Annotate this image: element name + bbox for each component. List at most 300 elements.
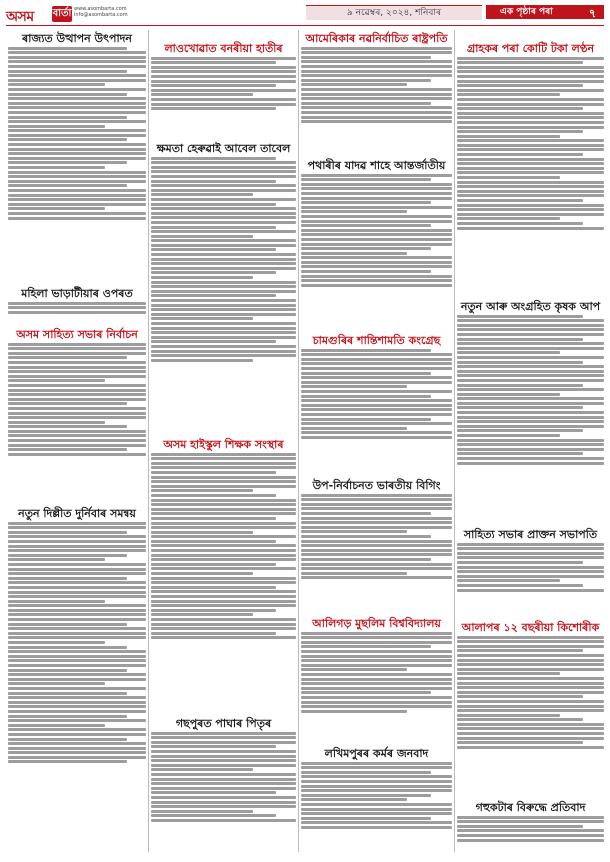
text-line [8,106,146,109]
article-body [8,45,146,281]
text-line [8,453,146,456]
text-line [457,208,604,211]
text-line [151,207,296,210]
text-line [151,471,276,474]
text-line [151,313,296,316]
text-line [301,111,452,114]
text-line [8,366,146,369]
text-line [301,93,452,96]
text-line [151,226,276,229]
masthead [6,4,604,26]
text-line [457,579,560,582]
text-line [457,552,604,555]
text-line [8,47,127,50]
text-line [151,308,296,311]
text-line [151,345,296,348]
text-line [8,577,127,580]
text-line [151,276,253,279]
text-line [301,517,452,520]
issue-date: ৯ নৱেম্বৰ, ২০২৪, শনিবাৰ [306,5,482,20]
text-line [457,668,604,671]
text-line [301,553,452,556]
text-line [151,354,296,357]
text-line [151,70,296,73]
text-line [457,584,583,587]
text-line [457,727,604,730]
text-line [151,198,296,201]
text-line [301,794,431,797]
text-line [457,429,583,432]
text-line [457,829,604,832]
article-body [301,492,452,612]
text-line [301,655,452,658]
article-body [8,520,146,850]
text-line [301,243,452,246]
text-line [457,547,604,550]
text-line [301,60,452,63]
text-line [151,299,296,302]
text-line [301,229,452,232]
text-line [8,609,146,612]
text-line [151,262,296,265]
text-line [457,714,560,717]
text-line [151,609,276,612]
text-line [151,618,296,621]
text-line [8,93,127,96]
text-line [151,764,296,767]
text-line [8,412,146,415]
text-line [457,171,604,174]
text-line [301,650,452,653]
text-line [8,398,146,401]
headline[interactable]: পথাৰীৰ যাদৱ শাহে আন্তৰ্জাতীয় [307,159,446,172]
text-line [8,563,146,566]
text-line [8,439,146,442]
text-line [151,522,296,525]
text-line [151,586,276,589]
text-line [151,627,296,630]
text-line [301,358,452,361]
text-line [8,558,105,561]
text-line [151,216,296,219]
text-line [457,723,604,726]
text-line [151,462,296,465]
text-line [301,353,452,356]
logo-text: অসম [6,9,34,25]
text-line [8,171,146,174]
text-line [457,347,604,350]
text-line [8,692,127,695]
text-line [457,741,583,744]
text-line [151,623,296,626]
text-line [457,319,604,322]
text-line [301,826,452,829]
text-line [8,531,127,534]
text-line [8,212,146,215]
text-line [151,253,296,256]
text-line [457,443,604,446]
text-line [301,385,407,388]
text-line [8,148,146,151]
text-line [151,285,296,288]
text-line [457,190,604,193]
text-line [8,180,146,183]
text-line [457,682,604,685]
text-line [457,176,560,179]
text-line [8,696,146,699]
text-line [8,161,127,164]
text-line [457,135,560,138]
text-line [301,659,452,662]
text-line [301,817,431,820]
text-line [457,457,604,460]
page-number: ৭ [588,7,596,20]
text-line [301,636,452,639]
text-line [301,710,407,713]
text-line [301,47,452,50]
text-line [151,819,296,822]
text-line [301,535,431,538]
text-line [151,485,296,488]
text-line [457,130,583,133]
text-line [457,139,604,142]
text-line [457,75,604,78]
text-line [151,732,296,735]
text-line [301,408,452,411]
text-line [457,737,604,740]
text-line [8,166,105,169]
text-line [301,192,452,195]
text-line [457,107,583,110]
text-line [457,575,604,578]
text-line [457,324,604,327]
text-line [457,121,604,124]
text-line [151,212,296,215]
text-line [8,207,105,210]
text-line [457,834,604,837]
site-info [74,6,128,18]
text-line [301,265,452,268]
text-line [301,540,452,543]
text-line [457,89,604,92]
text-line [301,183,452,186]
headline[interactable]: লখিমপুৰৰ কৰ্মৰ জনবাদ [324,747,429,760]
text-line [301,567,452,570]
text-line [457,167,604,170]
text-line [8,604,146,607]
text-line [457,351,560,354]
text-line [8,138,127,141]
text-line [457,709,604,712]
text-line [8,522,146,525]
text-line [301,83,407,86]
text-line [457,213,604,216]
text-line [457,70,604,73]
text-line [457,388,604,391]
headline[interactable]: গছপুৰত পাঘাৰ পিতৃৰ [175,717,272,730]
text-line [457,663,604,666]
headline[interactable]: উপ-নিৰ্বাচনত ভাৰতীয় বিগিং [312,479,441,492]
article-body [457,541,604,613]
text-line [457,356,604,359]
text-line [457,589,604,592]
headline[interactable]: লাওখোৱাত বনৰীয়া হাতীৰ [164,42,283,55]
text-line [301,215,452,218]
text-line [301,97,452,100]
text-line [151,480,296,483]
headline[interactable]: ক্ষমতা হেৰুৱাই আবেল তাবেল [156,142,291,155]
text-line [151,540,276,543]
headline[interactable]: সাহিত্য সভাৰ প্ৰাক্তন সভাপতি [463,528,598,541]
text-line [301,418,431,421]
text-line [301,498,452,501]
text-line [8,407,146,410]
text-line [8,60,146,63]
text-line [457,820,604,823]
text-line [151,489,253,492]
column-divider [298,30,299,852]
text-line [8,116,127,119]
text-line [151,230,296,233]
text-line [151,103,296,106]
column-divider [148,30,149,852]
headline[interactable]: আলিগড় মুছলিম বিশ্ববিদ্যালয় [312,617,441,630]
text-line [301,544,452,547]
text-line [151,466,296,469]
text-line [301,785,452,788]
text-line [8,568,146,571]
text-line [151,327,296,330]
text-line [8,425,127,428]
text-line [457,103,604,106]
article-body [457,634,604,794]
text-line [301,766,452,769]
site-url: www.asombarta.com [74,6,127,12]
page-label: এক পৃষ্ঠাৰ পৰা [500,7,553,17]
text-line [151,773,296,776]
text-line [301,632,452,635]
text-line [301,798,407,801]
text-line [301,349,431,352]
text-line [457,406,583,409]
headline[interactable]: আমেৰিকাৰ নৱনিৰ্বাচিত ৰাষ্ট্ৰপতি [305,32,448,45]
text-line [457,384,583,387]
text-line [151,531,253,534]
text-line [8,430,146,433]
text-line [457,126,604,129]
text-line [151,271,276,274]
text-line [457,80,604,83]
text-line [301,691,431,694]
text-line [457,566,604,569]
text-line [8,370,146,373]
text-line [151,304,296,307]
headline[interactable]: নতুন আৰু অংগ্ৰহিত কৃষক আপ [460,300,601,313]
text-line [8,134,146,137]
text-line [8,306,146,309]
text-line [8,669,127,672]
text-line [457,93,560,96]
headline[interactable]: গহুকটাৰ বিৰুদ্ধে প্ৰতিবাদ [475,801,586,814]
text-line [8,74,146,77]
text-line [8,70,127,73]
text-line [151,453,296,456]
text-line [301,705,452,708]
text-line [8,581,146,584]
text-line [8,687,146,690]
text-line [151,632,276,635]
text-line [301,526,452,529]
text-line [151,805,296,808]
text-line [457,397,604,400]
text-line [151,203,276,206]
text-line [8,540,146,543]
text-line [457,649,583,652]
text-line [301,210,407,213]
text-line [301,284,452,287]
text-line [301,51,452,54]
text-line [457,333,604,336]
text-line [457,645,604,648]
text-line [457,543,604,546]
text-line [151,755,296,758]
headline[interactable]: ৰাজ্যত উত্থাপন উৎপাদন [22,32,132,45]
column-divider [454,30,455,852]
text-line [301,102,431,105]
text-line [151,61,276,64]
text-line [301,70,452,73]
text-line [8,352,146,355]
text-line [457,181,604,184]
text-line [8,129,146,132]
text-line [8,375,146,378]
text-line [151,184,296,187]
text-line [8,302,146,305]
text-line [457,379,604,382]
text-line [8,760,127,763]
text-line [301,780,452,783]
text-line [301,404,452,407]
text-line [151,814,276,817]
headline[interactable]: গ্ৰাহকৰ পৰা কোটি টকা লণ্ঠন [466,42,595,55]
text-line [457,411,604,414]
text-line [457,204,604,207]
text-line [301,668,407,671]
article-body [301,45,452,153]
text-line [8,545,146,548]
text-line [151,512,296,515]
text-line [301,275,452,278]
article-body [301,630,452,742]
text-line [8,402,127,405]
text-line [457,561,583,564]
text-line [151,544,296,547]
headline[interactable]: মহিলা ভাড়াটীয়াৰ ওপৰত [21,287,133,300]
text-line [457,153,583,156]
article-body [301,347,452,475]
text-line [151,457,296,460]
article-body [151,155,296,435]
text-line [457,342,604,345]
text-line [457,199,583,202]
text-line [8,728,146,731]
text-line [301,803,452,806]
article-body [151,55,296,135]
text-line [457,185,604,188]
text-line [301,197,452,200]
headline[interactable]: চামগুৰিৰ শান্তিশামতি কংগ্ৰেছ [312,334,441,347]
article-body [457,55,604,295]
text-line [151,567,296,570]
text-line [457,640,604,643]
text-line [301,381,452,384]
text-line [457,746,604,749]
text-line [457,315,583,318]
text-line [8,102,146,105]
text-line [151,595,296,598]
text-line [8,738,127,741]
text-line [151,613,253,616]
text-line [457,654,604,657]
text-line [457,448,604,451]
text-line [301,372,431,375]
text-line [151,554,296,557]
text-line [301,427,407,430]
headline[interactable]: অসম সাহিত্য সভাৰ নিৰ্বাচন [16,328,138,341]
headline[interactable]: আলাপৰ ১২ বছৰীয়া কিশোৰীক [461,621,600,634]
text-line [8,715,127,718]
text-line [301,256,452,259]
text-line [8,125,105,128]
text-line [8,549,146,552]
text-line [151,93,253,96]
text-line [151,759,296,762]
text-line [457,705,604,708]
text-line [151,499,296,502]
text-line [8,379,105,382]
text-line [8,444,146,447]
text-line [151,84,276,87]
text-line [301,187,452,190]
text-line [301,431,452,434]
text-line [301,233,452,236]
text-line [301,775,452,778]
text-line [151,782,296,785]
text-line [151,290,296,293]
text-line [301,261,452,264]
text-line [301,664,452,667]
text-line [8,591,146,594]
text-line [457,144,604,147]
text-line [151,336,296,339]
text-line [8,724,105,727]
text-line [8,678,146,681]
text-line [151,89,296,92]
text-line [8,384,146,387]
text-line [151,98,296,101]
text-line [8,650,146,653]
text-line [301,762,452,765]
text-line [457,732,604,735]
text-line [457,361,583,364]
headline[interactable]: নতুন দিল্লীত দুৰ্নিবাৰ সমন্বয় [18,507,136,520]
article-body [457,313,604,523]
text-line [301,367,452,370]
text-line [151,526,296,529]
text-line [151,75,296,78]
headline[interactable]: অসম হাইস্কুল শিক্ষক সংস্থাৰ [163,438,284,451]
text-line [301,120,452,123]
